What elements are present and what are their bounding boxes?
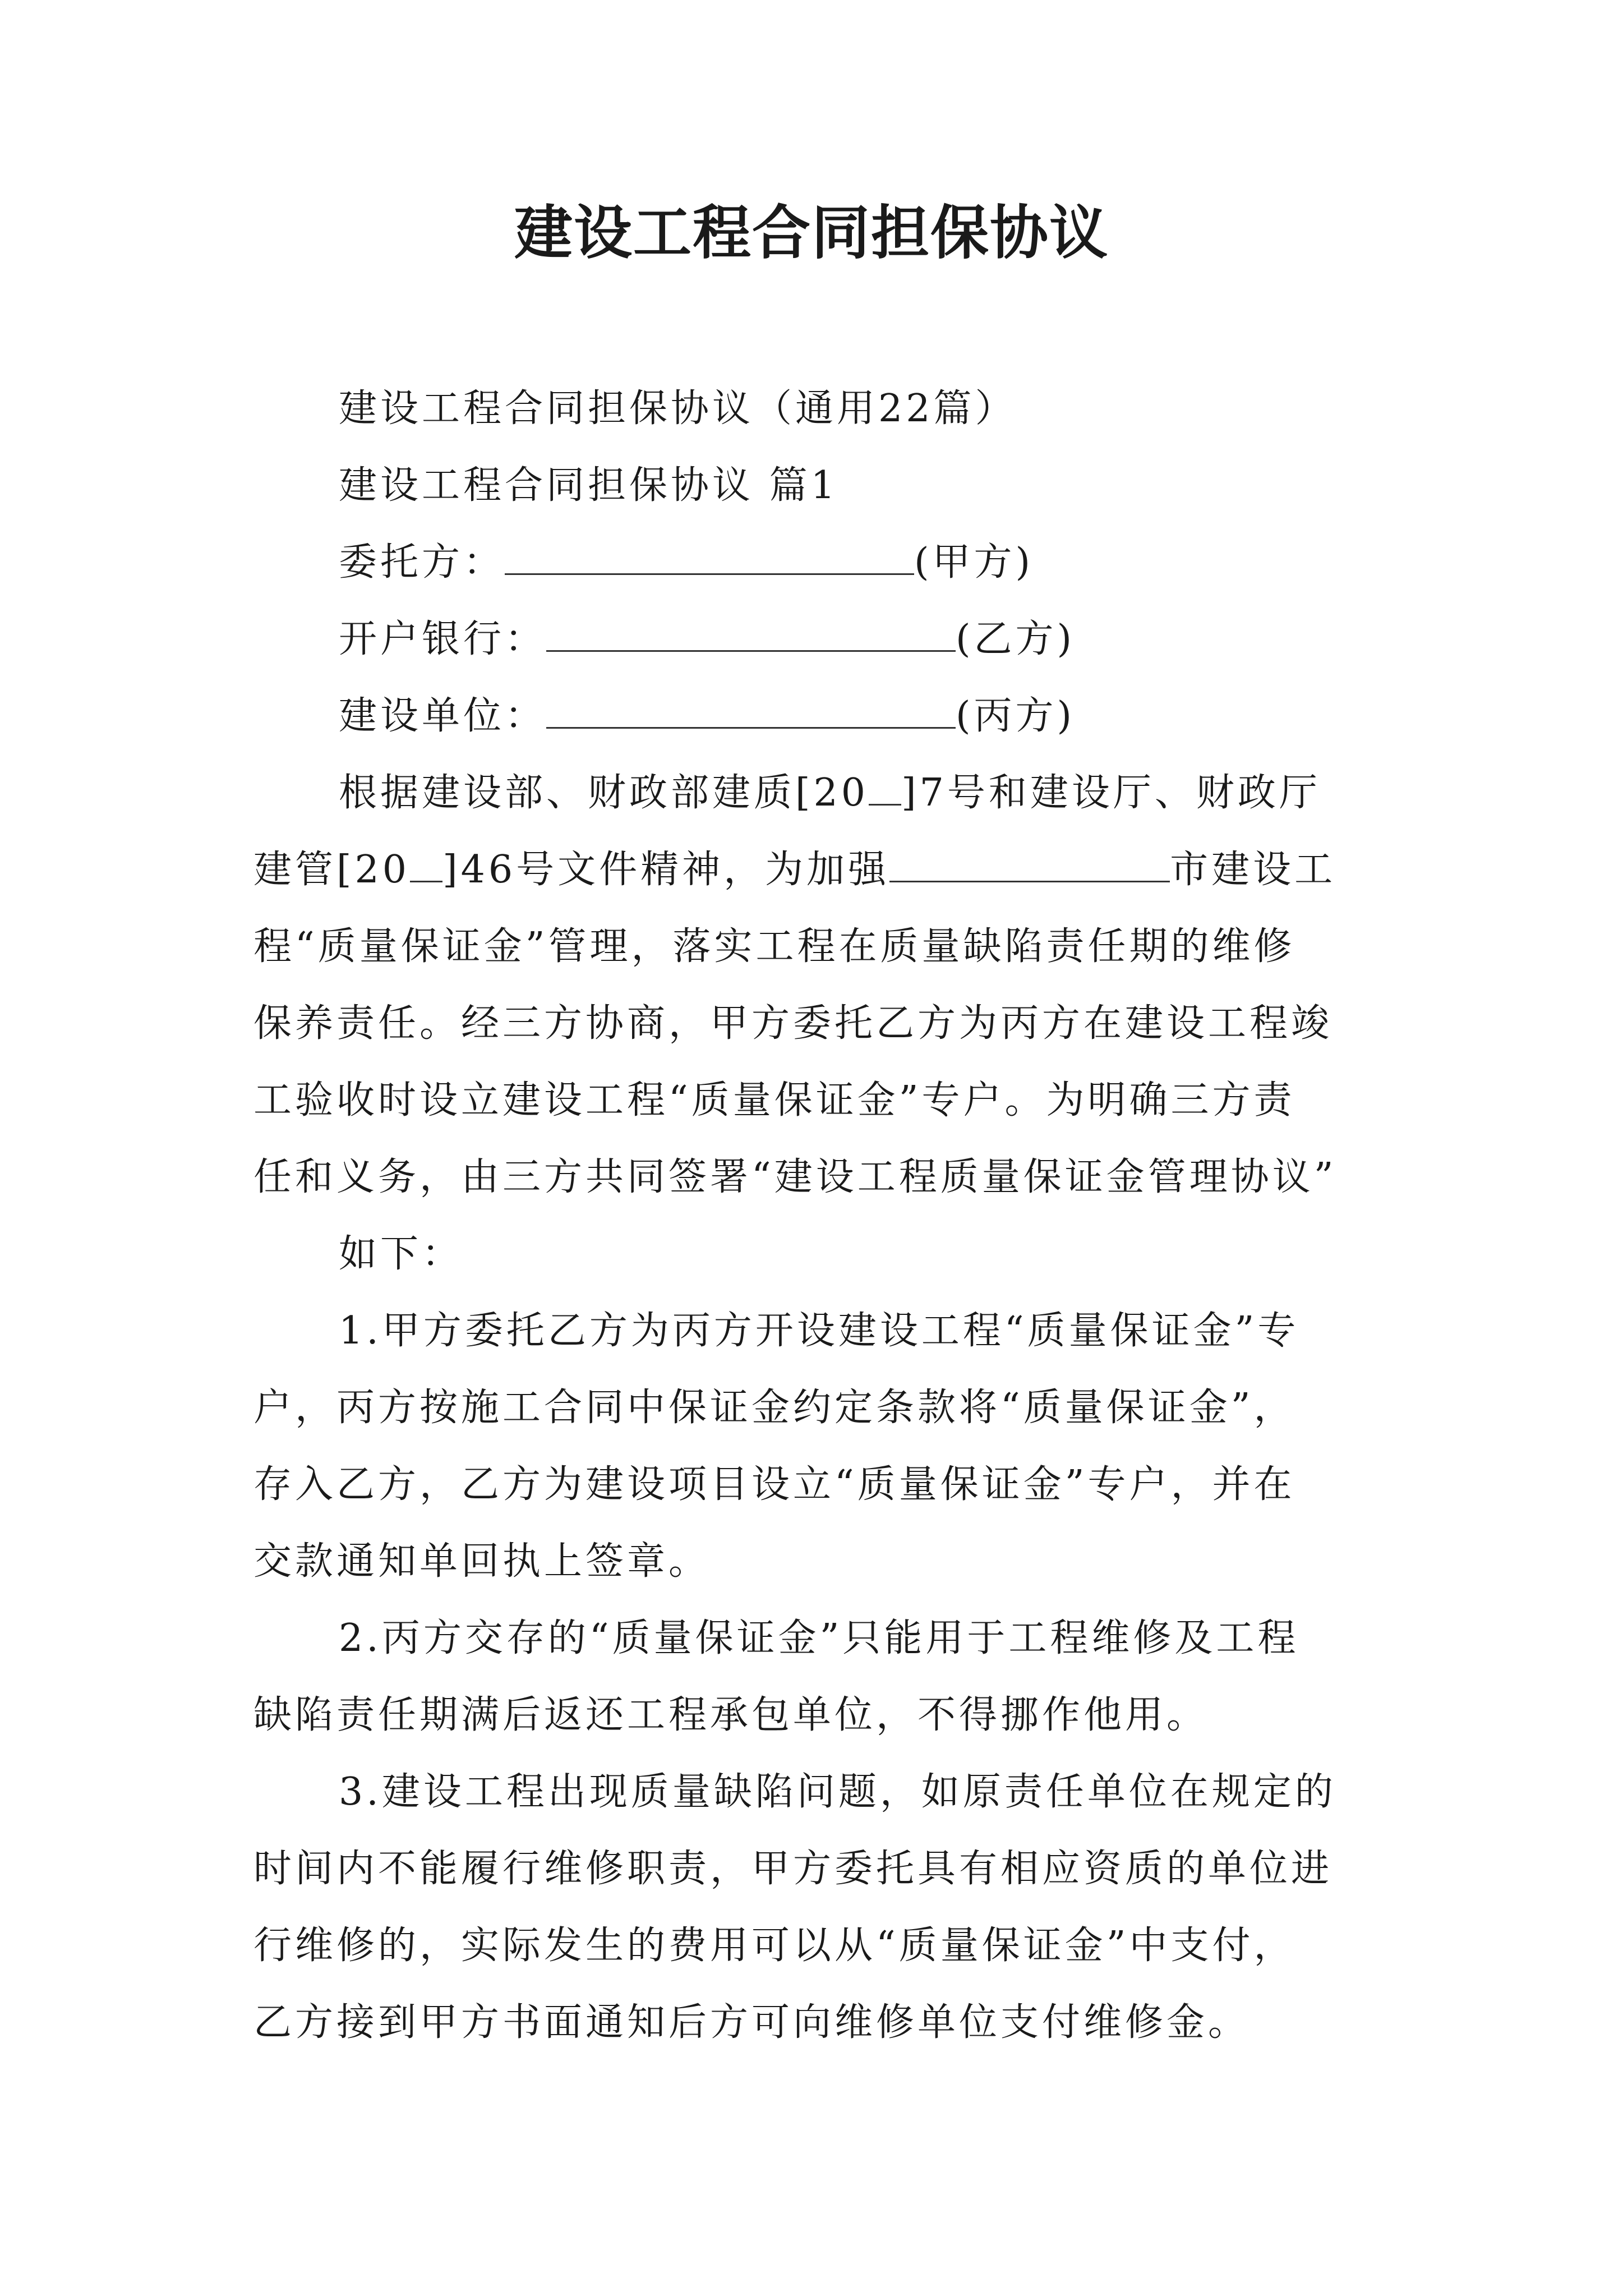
intro-text: 根据建设部、财政部建质[20 [339, 771, 869, 815]
intro-text: 建管[20 [253, 848, 411, 892]
intro-line-4: 保养责任。经三方协商，甲方委托乙方为丙方在建设工程竣 [253, 1001, 1333, 1046]
section-heading: 建设工程合同担保协议 篇1 [339, 463, 838, 508]
intro-line-3: 程“质量保证金”管理，落实工程在质量缺陷责任期的维修 [253, 924, 1295, 969]
party-line-builder [253, 678, 1386, 754]
blank-field-bank [546, 611, 956, 652]
blank-field-builder [546, 688, 956, 729]
party-line-bank [253, 601, 1386, 678]
subtitle: 建设工程合同担保协议（通用22篇） [339, 386, 1017, 431]
document-body [253, 370, 1386, 2061]
intro-line-6: 任和义务，由三方共同签署“建设工程质量保证金管理协议” [253, 1155, 1337, 1199]
blank-year-1 [869, 765, 901, 806]
party-label: 开户银行： [339, 617, 547, 661]
party-role: (甲方) [914, 540, 1034, 585]
intro-text: ]7号和建设厅、财政厅 [901, 771, 1321, 815]
clause-3-line-4: 乙方接到甲方书面通知后方可向维修单位支付维修金。 [253, 2000, 1250, 2045]
clause-1-line-1: 1.甲方委托乙方为丙方开设建设工程“质量保证金”专 [339, 1309, 1299, 1353]
party-label: 建设单位： [339, 694, 547, 738]
document-title: 建设工程合同担保协议 [514, 198, 1109, 267]
clause-1-line-3: 存入乙方，乙方为建设项目设立“质量保证金”专户，并在 [253, 1462, 1295, 1507]
blank-city [889, 841, 1170, 882]
party-role: (乙方) [956, 617, 1076, 661]
party-label: 委托方： [339, 540, 505, 585]
clause-3-line-3: 行维修的，实际发生的费用可以从“质量保证金”中支付， [253, 1924, 1295, 1968]
blank-field-client [505, 534, 914, 575]
intro-text: 市建设工 [1170, 848, 1336, 892]
intro-text: ]46号文件精神，为加强 [442, 848, 890, 892]
intro-line-7: 如下： [339, 1232, 464, 1276]
party-line-client [253, 524, 1386, 601]
clause-3-line-2: 时间内不能履行维修职责，甲方委托具有相应资质的单位进 [253, 1847, 1333, 1891]
intro-line-5: 工验收时设立建设工程“质量保证金”专户。为明确三方责 [253, 1078, 1295, 1122]
clause-2-line-2: 缺陷责任期满后返还工程承包单位，不得挪作他用。 [253, 1693, 1209, 1737]
clause-1-line-2: 户，丙方按施工合同中保证金约定条款将“质量保证金”， [253, 1386, 1295, 1430]
blank-year-2 [410, 841, 442, 882]
party-role: (丙方) [956, 694, 1076, 738]
clause-2-line-1: 2.丙方交存的“质量保证金”只能用于工程维修及工程 [339, 1616, 1299, 1660]
clause-3-line-1: 3.建设工程出现质量缺陷问题，如原责任单位在规定的 [339, 1770, 1336, 1814]
intro-line-2 [253, 831, 1386, 908]
clause-1-line-4: 交款通知单回执上签章。 [253, 1539, 711, 1584]
intro-line-1 [253, 754, 1386, 831]
